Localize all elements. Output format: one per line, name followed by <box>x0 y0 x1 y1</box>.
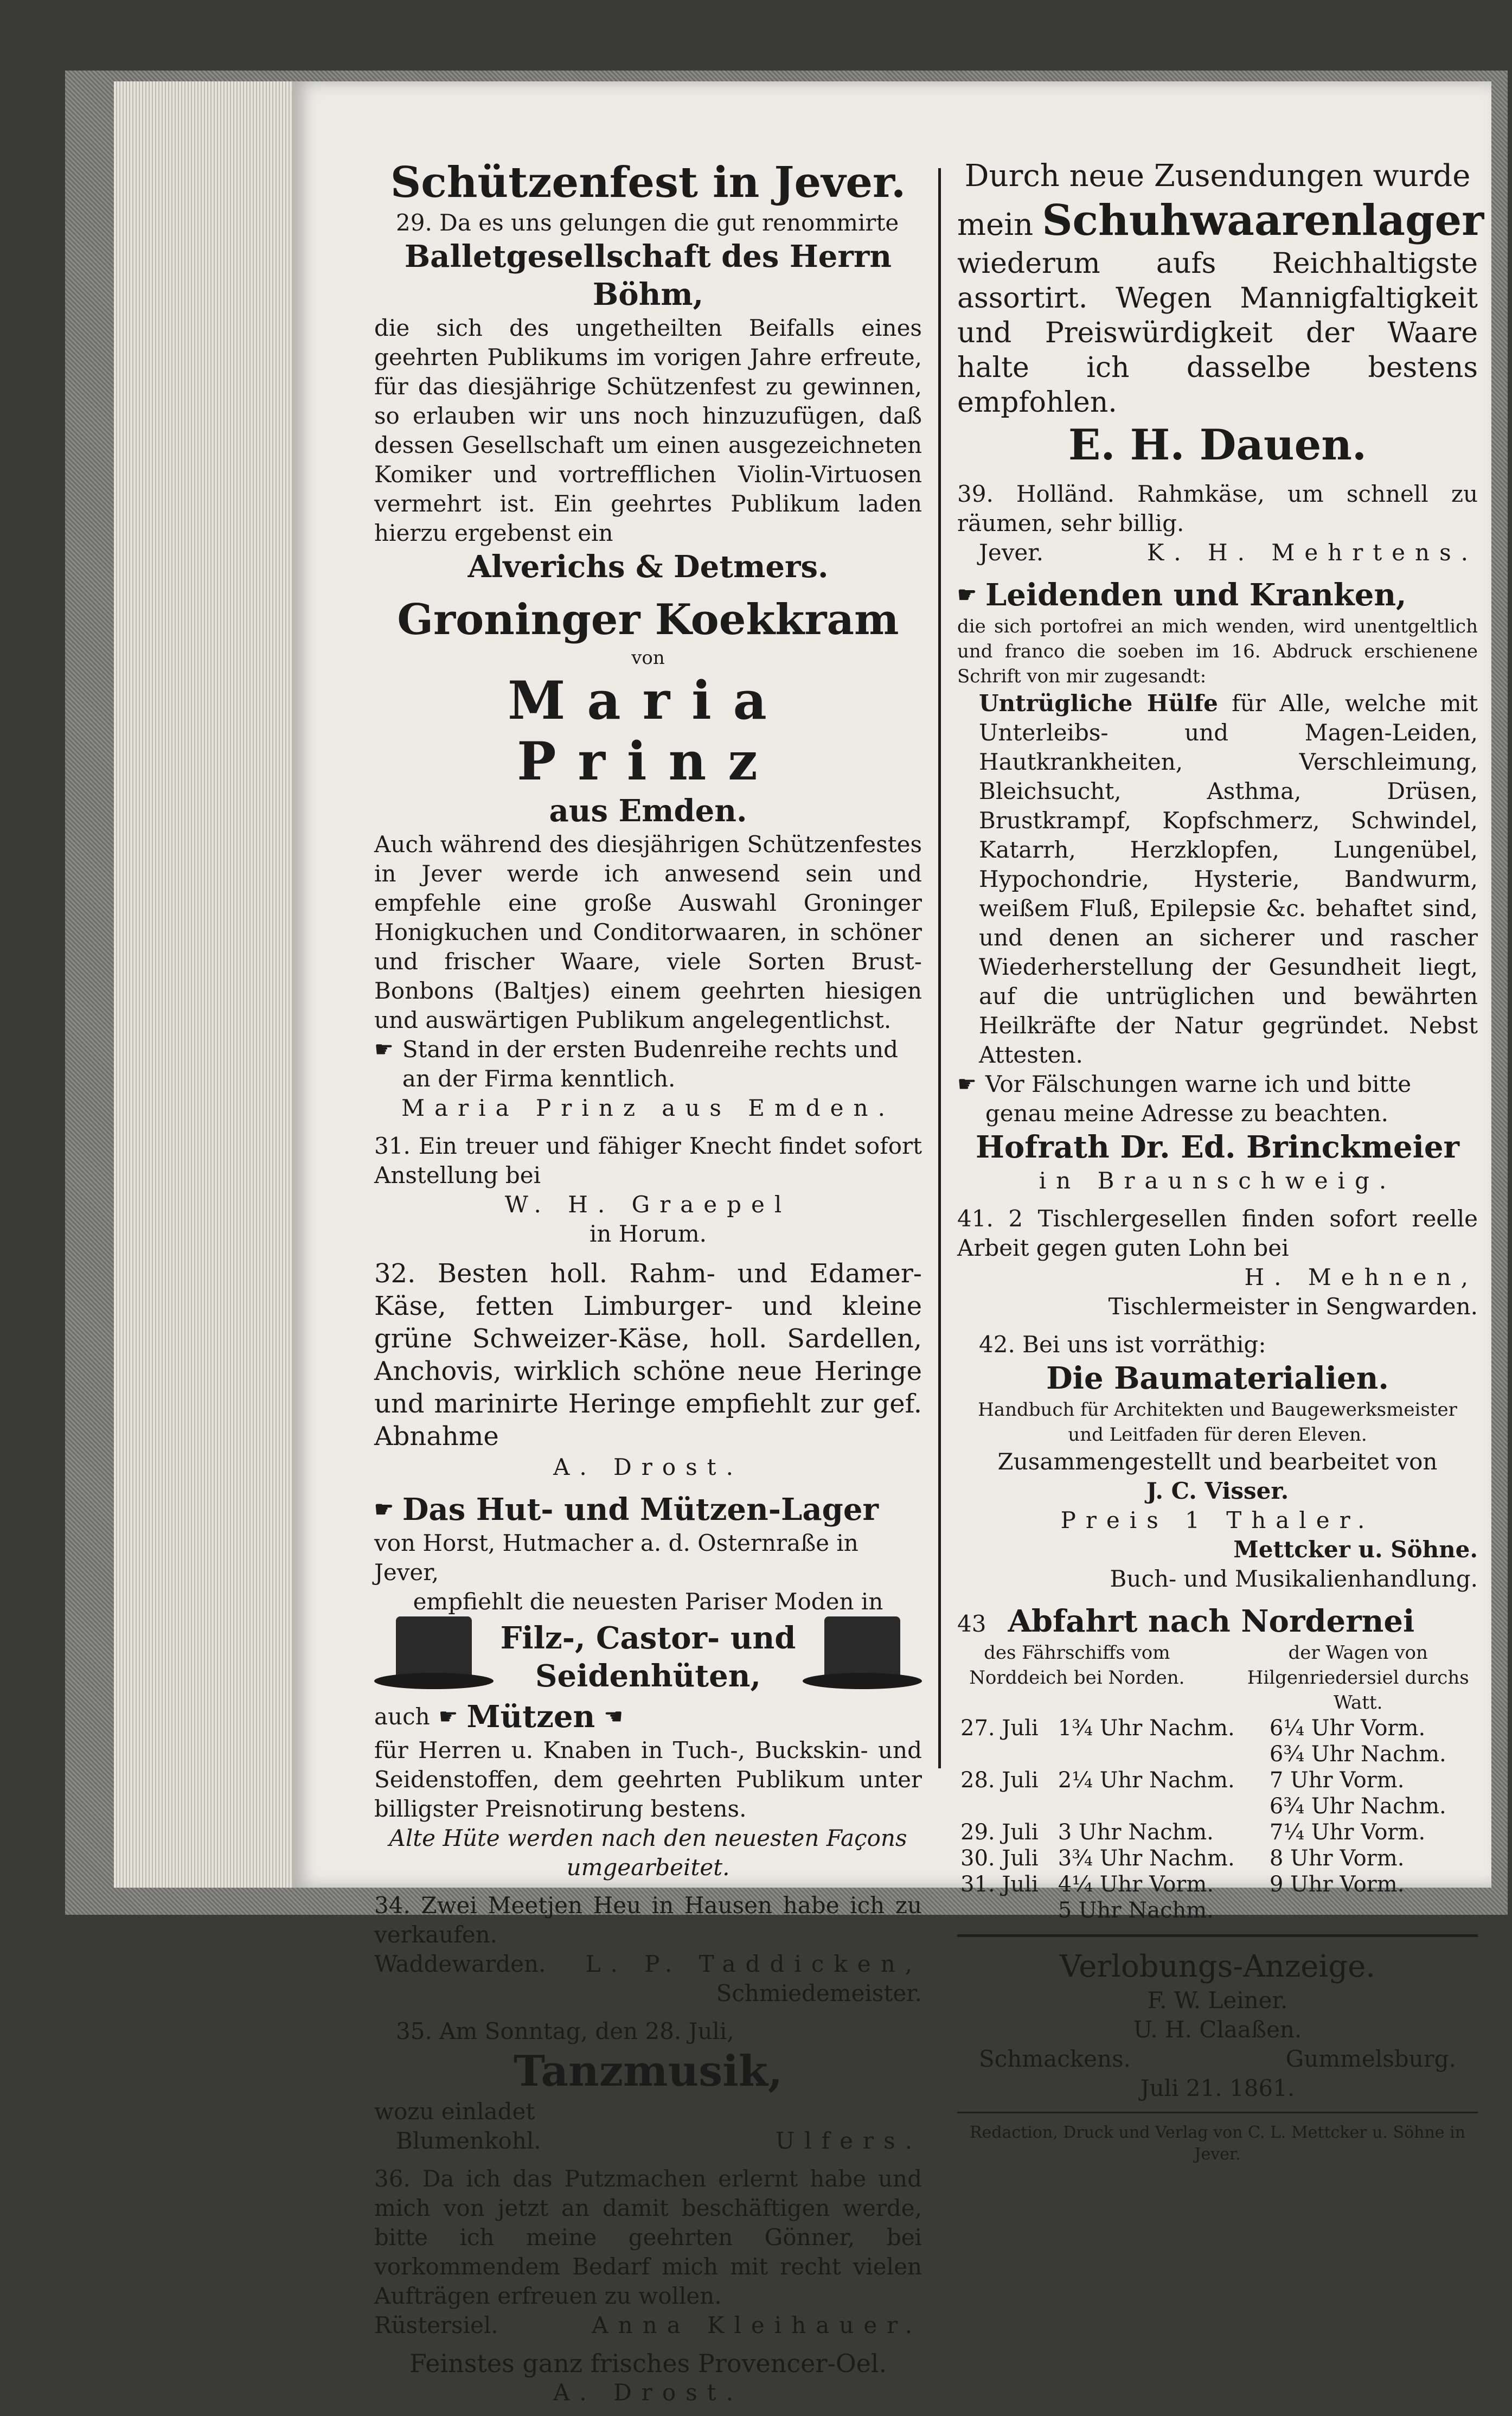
ad-line1: Durch neue Zusendungen wurde <box>964 158 1471 194</box>
ad-note: Alte Hüte werden nach den neuesten Façons umgearbeitet. <box>389 1825 907 1881</box>
ad-body: 41. 2 Tischlergesellen finden sofort reelle Arbeit gegen guten Lohn bei <box>957 1205 1478 1261</box>
schedule-wagon-time: 6¾ Uhr Nachm. <box>1269 1742 1446 1767</box>
ad-num: 43 <box>957 1610 986 1637</box>
ad-caps: Mützen <box>466 1699 595 1735</box>
schedule-wagon-time: 9 Uhr Vorm. <box>1269 1872 1405 1897</box>
ad-signature: Alverichs & Detmers. <box>467 549 829 585</box>
ad-body: 39. Holländ. Rahmkäse, um schnell zu räumen, sehr billig. <box>957 481 1478 536</box>
ad-body: die sich des ungetheilten Beifalls eines geehrten Publikums im vorigen Jahre erfreute, für das diesjährige Schützenfest zu gewinnen, so erlauben wir uns noch hinzuzufügen, daß dessen Gesellschaft um einen ausgezeichneten Komiker und vortrefflichen Violin-Virtuosen vermehrt ist. Ein geehrtes Publikum laden hierzu ergebenst ein <box>374 315 922 546</box>
ad-signature: A. Drost. <box>553 2379 743 2406</box>
ad-kaese <box>374 1257 922 1482</box>
schedule-date: 29. Juli <box>960 1820 1039 1845</box>
ad-also: auch <box>374 1703 430 1730</box>
ad-title: Tanzmusik, <box>513 2047 783 2096</box>
pointing-hand-icon: ☚ <box>604 1704 624 1729</box>
ad-line: von Horst, Hutmacher a. d. Osternraße in Jever, <box>374 1530 858 1586</box>
column-divider <box>938 168 941 1768</box>
ad-koekkram <box>374 595 922 1123</box>
ad-title: Verlobungs-Anzeige. <box>1059 1949 1376 1984</box>
ad-name2: U. H. Claaßen. <box>1133 2016 1302 2043</box>
ad-rahmkaese <box>957 480 1478 567</box>
ad-place: in Braunschweig. <box>1039 1167 1396 1194</box>
ad-signature: A. Drost. <box>553 1454 743 1480</box>
ad-from: aus Emden. <box>549 793 747 829</box>
top-hat-icon <box>374 1616 494 1698</box>
schedule-ship-time <box>1055 1741 1266 1767</box>
ad-intro: 42. Bei uns ist vorräthig: <box>979 1331 1266 1358</box>
right-column <box>957 157 1484 2165</box>
ad-place: Blumenkohl. <box>396 2127 541 2154</box>
ad-heu <box>374 1891 922 2008</box>
pointing-hand-icon: ☛ <box>374 1037 394 1062</box>
ad-title: Leidenden und Kranken, <box>985 577 1407 613</box>
schedule-wagon-time <box>1266 1897 1478 1923</box>
ad-baumaterialien <box>957 1330 1478 1594</box>
schedule-row <box>957 1767 1478 1793</box>
schedule-row <box>957 1897 1478 1923</box>
schedule-wagon-time: 6¼ Uhr Vorm. <box>1269 1716 1426 1741</box>
ad-capsfor: für Herren u. Knaben in Tuch-, Buckskin- und Seidenstoffen, dem geehrten Publikum unter billigster Preisnotirung bestens. <box>374 1737 922 1822</box>
ad-body: wiederum aufs Reichhaltigste assortirt. Wegen Mannigfaltigkeit und Preiswürdigkeit der Waare halte ich dasselbe bestens empfohlen. <box>957 247 1478 419</box>
ad-body: Feinstes ganz frisches Provencer-Oel. <box>409 2349 887 2378</box>
newspaper-page <box>293 81 1491 2406</box>
ad-title: Abfahrt nach Nordernei <box>1008 1603 1415 1639</box>
pointing-hand-icon: ☛ <box>374 1497 394 1522</box>
ad-price: Preis 1 Thaler. <box>1060 1507 1375 1533</box>
ad-schuhwaaren <box>957 157 1484 471</box>
top-hat-icon <box>803 1616 922 1698</box>
ad-signature: Hofrath Dr. Ed. Brinckmeier <box>976 1129 1459 1165</box>
ad-date: Juli 21. 1861. <box>1140 2075 1295 2101</box>
ad-place: in Horum. <box>589 1220 707 1247</box>
ad-seller: Mettcker u. Söhne. <box>1233 1536 1478 1563</box>
ad-company: Balletgesellschaft des Herrn Böhm, <box>404 239 892 312</box>
schedule-date: 31. Juli <box>960 1872 1039 1897</box>
ad-title: Die Baumaterialien. <box>1046 1360 1389 1396</box>
divider-rule <box>957 1934 1478 1937</box>
pointing-hand-icon: ☛ <box>438 1704 458 1729</box>
ad-sellerrole: Buch- und Musikalienhandlung. <box>1110 1565 1478 1592</box>
ad-name1: F. W. Leiner. <box>1147 1987 1288 2014</box>
ad-line2: empfiehlt die neuesten Pariser Moden in <box>413 1588 883 1615</box>
schedule-row <box>957 1871 1478 1897</box>
ad-role: Tischlermeister in Sengwarden. <box>1108 1293 1478 1320</box>
schedule-date: 27. Juli <box>960 1716 1039 1741</box>
ad-line2a: mein <box>957 207 1034 242</box>
ad-schuetzenfest <box>374 157 922 586</box>
ad-title: Groninger Koekkram <box>397 595 899 644</box>
ad-body: 36. Da ich das Putzmachen erlernt habe und mich von jetzt an damit beschäftigen werde, bitte ich meine geehrten Gönner, bei vorkommendem Bedarf mich mit recht vielen Aufträgen erfreuen zu wollen. <box>374 2165 922 2309</box>
schedule-ship-time: 4¼ Uhr Vorm. <box>1058 1872 1214 1897</box>
schedule-date <box>957 1741 1055 1767</box>
ad-putzmachen <box>374 2164 922 2340</box>
ad-signature: Ulfers. <box>775 2127 922 2154</box>
page-edges <box>114 81 293 1888</box>
ad-signature: Anna Kleihauer. <box>592 2312 922 2338</box>
ad-name: Maria Prinz <box>508 670 789 792</box>
ad-place: Rüstersiel. <box>374 2312 498 2338</box>
ad-signature: Maria Prinz aus Emden. <box>401 1095 895 1121</box>
ad-body: 32. Besten holl. Rahm- und Edamer-Käse, fetten Limburger- und kleine grüne Schweizer-Käse, holl. Sardellen, Anchovis, wirklich schöne neue Heringe und marinirte Heringe empfiehlt zur gef. Abnahme <box>374 1258 922 1452</box>
schedule-row <box>957 1741 1478 1767</box>
schedule-wagon-time: 7 Uhr Vorm. <box>1269 1768 1405 1793</box>
ad-place: Jever. <box>979 539 1044 566</box>
ad-goods1: Filz-, Castor- und <box>500 1620 796 1656</box>
pointing-hand-icon: ☛ <box>957 1072 977 1097</box>
schedule-ship-time: 2¼ Uhr Nachm. <box>1058 1768 1235 1793</box>
pointing-hand-icon: ☛ <box>957 582 977 608</box>
ad-tanzmusik <box>374 2017 922 2156</box>
ad-signature: L. P. Taddicken, <box>585 1951 922 1977</box>
ad-provencer-oel <box>374 2349 922 2407</box>
ad-role: Schmiedemeister. <box>716 1980 922 2006</box>
ad-signature: E. H. Dauen. <box>1068 420 1367 470</box>
ad-verlobung <box>957 1948 1478 2103</box>
schedule-table <box>957 1715 1478 1923</box>
schedule-row <box>957 1845 1478 1871</box>
schedule-col2-header: der Wagen von Hilgenriedersiel durchs Watt. <box>1247 1642 1469 1714</box>
ad-place2: Gummelsburg. <box>1285 2046 1456 2072</box>
ad-place1: Schmackens. <box>979 2046 1131 2072</box>
ad-invite: wozu einladet <box>374 2098 535 2125</box>
schedule-row <box>957 1819 1478 1845</box>
schedule-row <box>957 1715 1478 1741</box>
ad-signature: H. Mehnen, <box>1244 1264 1478 1290</box>
schedule-ship-time: 5 Uhr Nachm. <box>1058 1898 1214 1923</box>
divider-rule <box>957 2112 1478 2113</box>
ad-warn: Vor Fälschungen warne ich und bitte genau meine Adresse zu beachten. <box>985 1071 1412 1127</box>
schedule-col1-header: des Fährschiffs vom Norddeich bei Norden. <box>969 1642 1185 1689</box>
publisher-footer: Redaction, Druck und Verlag von C. L. Mettcker u. Söhne in Jever. <box>969 2123 1466 2164</box>
schedule-ship-time: 3 Uhr Nachm. <box>1058 1820 1214 1845</box>
schedule-ship-time: 1¾ Uhr Nachm. <box>1058 1716 1235 1741</box>
schedule-date <box>957 1793 1055 1819</box>
schedule-wagon-time: 6¾ Uhr Nachm. <box>1269 1794 1446 1819</box>
ad-body: Auch während des diesjährigen Schützenfestes in Jever werde ich anwesend sein und empfehle eine große Auswahl Groninger Honigkuchen und Conditorwaaren, in schöner und frischer Waare, viele Sorten Brust-Bonbons (Baltjes) einem geehrten hiesigen und auswärtigen Publikum angelegentlichst. <box>374 831 922 1033</box>
ad-line2b: Schuhwaarenlager <box>1042 196 1484 245</box>
ad-nordernei <box>957 1602 1478 1923</box>
schedule-row <box>957 1793 1478 1819</box>
ad-intro: 29. Da es uns gelungen die gut renommirte <box>396 209 899 236</box>
ad-goods2: Seidenhüten, <box>535 1658 761 1694</box>
ad-booktitle: Untrügliche Hülfe <box>979 690 1218 717</box>
schedule-date: 28. Juli <box>960 1768 1039 1793</box>
ad-von: von <box>631 647 665 669</box>
left-column <box>374 157 922 2416</box>
ad-intro: 35. Am Sonntag, den 28. Juli, <box>396 2018 734 2044</box>
ad-sub: Handbuch für Architekten und Baugewerksmeister und Leitfaden für deren Eleven. <box>978 1399 1457 1446</box>
ad-place: Waddewarden. <box>374 1951 546 1977</box>
ad-hutlager <box>374 1491 922 1882</box>
schedule-ship-time: 3¾ Uhr Nachm. <box>1058 1846 1235 1871</box>
schedule-date: 30. Juli <box>960 1846 1039 1871</box>
ad-body2: für Alle, welche mit Unterleibs- und Magen-Leiden, Hautkrankheiten, Verschleimung, Bleichsucht, Asthma, Drüsen, Brustkrampf, Kopfschmerz, Schwindel, Katarrh, Herzklopfen, Lungenübel, Hypochondrie, Hysterie, Bandwurm, weißem Fluß, Epilepsie &c. behaftet sind, und denen an sicherer und rascher Wiederherstellung der Gesundheit liegt, auf die untrüglichen und bewährten Heilkräfte der Natur gegründet. Nebst Attesten. <box>979 690 1478 1068</box>
ad-author: J. C. Visser. <box>1146 1478 1289 1504</box>
ad-leidenden <box>957 576 1478 1196</box>
schedule-ship-time <box>1055 1793 1266 1819</box>
ad-knecht <box>374 1132 922 1249</box>
schedule-date <box>957 1897 1055 1923</box>
schedule-wagon-time: 8 Uhr Vorm. <box>1269 1846 1405 1871</box>
ad-signature: K. H. Mehrtens. <box>1146 539 1478 566</box>
ad-signature: W. H. Graepel <box>504 1191 792 1218</box>
ad-stand: Stand in der ersten Budenreihe rechts und an der Firma kenntlich. <box>402 1036 899 1092</box>
ad-body: 31. Ein treuer und fähiger Knecht findet sofort Anstellung bei <box>374 1133 922 1188</box>
ad-body: 34. Zwei Meetjen Heu in Hausen habe ich zu verkaufen. <box>374 1892 922 1948</box>
ad-tischler <box>957 1204 1478 1321</box>
ad-title: Schützenfest in Jever. <box>390 158 906 207</box>
ad-compiled: Zusammengestellt und bearbeitet von <box>997 1448 1438 1475</box>
ad-body1: die sich portofrei an mich wenden, wird unentgeltlich und franco die soeben im 16. Abdruck erschienene Schrift von mir zugesandt: <box>957 616 1478 687</box>
ad-title: Das Hut- und Mützen-Lager <box>402 1492 879 1527</box>
schedule-wagon-time: 7¼ Uhr Vorm. <box>1269 1820 1426 1845</box>
